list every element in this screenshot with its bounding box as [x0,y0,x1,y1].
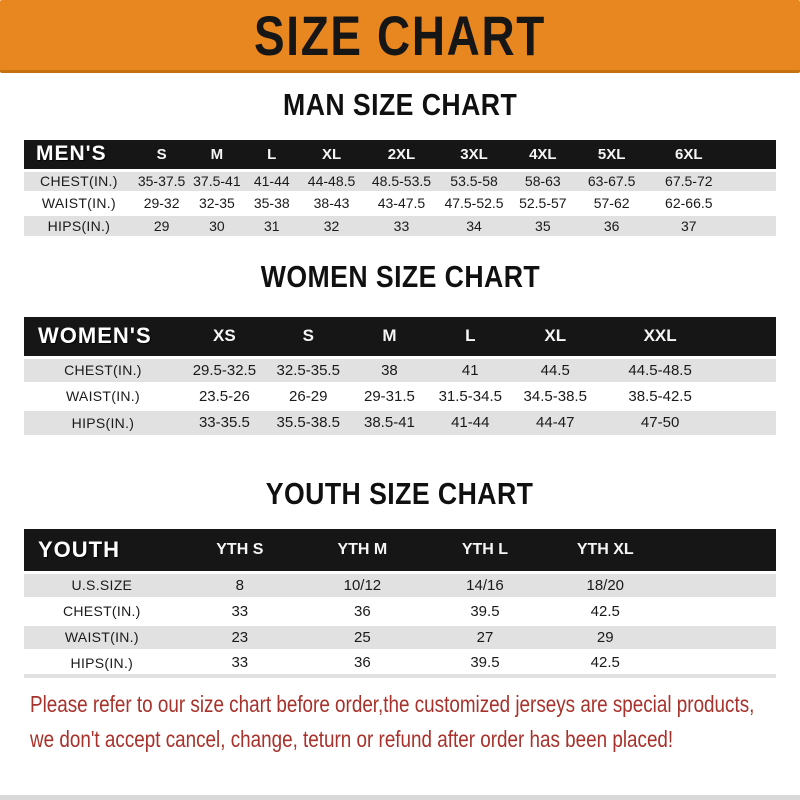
value-cell: 44.5 [511,357,599,383]
table-header-row [24,140,776,170]
women-size-table [24,317,776,435]
banner [0,0,800,73]
value-cell: 30 [189,214,244,236]
size-column-header: 5XL [577,140,647,170]
table-row [24,598,776,624]
row-label-cell: HIPS(IN.) [24,650,180,676]
value-cell: 67.5-72 [647,170,776,192]
value-cell: 29-31.5 [350,383,430,409]
value-cell: 47.5-52.5 [439,192,509,214]
size-column-header: 4XL [509,140,577,170]
value-cell: 33 [180,598,300,624]
size-column-header: YTH L [425,529,545,572]
value-cell: 39.5 [425,650,545,676]
section-women [0,260,800,435]
value-cell: 36 [577,214,647,236]
value-cell: 31 [244,214,299,236]
value-cell: 63-67.5 [577,170,647,192]
value-cell: 35-38 [244,192,299,214]
youth-heading-text: YOUTH SIZE CHART [266,476,534,511]
notice-line-2 [30,722,800,757]
table-row [24,409,776,435]
row-label-cell: WAIST(IN.) [24,192,134,214]
value-cell: 8 [180,572,300,598]
row-label-cell: U.S.SIZE [24,572,180,598]
spacer-cell [665,598,776,624]
size-column-header: S [134,140,190,170]
size-column-header: XS [182,317,267,357]
value-cell: 52.5-57 [509,192,577,214]
value-cell: 36 [300,650,425,676]
size-column-header: YTH XL [545,529,665,572]
value-cell: 26-29 [267,383,350,409]
size-column-header: L [429,317,511,357]
value-cell: 25 [300,624,425,650]
row-label-cell: CHEST(IN.) [24,598,180,624]
table-row [24,572,776,598]
value-cell: 39.5 [425,598,545,624]
size-column-header: XL [511,317,599,357]
value-cell: 14/16 [425,572,545,598]
size-column-header: YTH M [300,529,425,572]
value-cell: 38 [350,357,430,383]
men-heading-text: MAN SIZE CHART [282,87,518,122]
value-cell: 35-37.5 [134,170,190,192]
value-cell: 23.5-26 [182,383,267,409]
value-cell: 36 [300,598,425,624]
value-cell: 10/12 [300,572,425,598]
table-row [24,357,776,383]
value-cell: 38.5-42.5 [599,383,776,409]
value-cell: 41-44 [244,170,299,192]
value-cell: 37.5-41 [189,170,244,192]
value-cell: 32 [299,214,364,236]
table-title-cell: WOMEN'S [24,317,182,357]
table-header-row [24,317,776,357]
value-cell: 41-44 [429,409,511,435]
women-heading-text: WOMEN SIZE CHART [260,259,540,294]
value-cell: 44-48.5 [299,170,364,192]
value-cell: 38-43 [299,192,364,214]
value-cell: 29 [134,214,190,236]
women-section-heading [0,260,800,294]
value-cell: 37 [647,214,776,236]
section-youth [0,477,800,678]
banner-title: SIZE CHART [254,3,546,67]
size-column-header: 6XL [647,140,776,170]
spacer-cell [665,650,776,676]
table-title-cell: MEN'S [24,140,134,170]
men-size-table [24,140,776,236]
table-row [24,170,776,192]
table-row [24,650,776,676]
size-column-header: M [350,317,430,357]
section-men [0,88,800,236]
value-cell: 41 [429,357,511,383]
size-column-header: 2XL [364,140,439,170]
value-cell: 58-63 [509,170,577,192]
size-column-header: S [267,317,350,357]
youth-size-table [24,529,776,678]
value-cell: 47-50 [599,409,776,435]
row-label-cell: WAIST(IN.) [24,624,180,650]
size-column-header: XL [299,140,364,170]
footer-notice [0,687,800,757]
spacer-cell [665,624,776,650]
row-label-cell: HIPS(IN.) [24,214,134,236]
bottom-strip [0,795,800,800]
row-label-cell: WAIST(IN.) [24,383,182,409]
value-cell: 62-66.5 [647,192,776,214]
table-header-row [24,529,776,572]
table-row [24,624,776,650]
value-cell: 23 [180,624,300,650]
table-row [24,383,776,409]
spacer-cell [665,529,776,572]
value-cell: 33-35.5 [182,409,267,435]
value-cell: 44.5-48.5 [599,357,776,383]
notice-line-1 [30,687,800,722]
value-cell: 38.5-41 [350,409,430,435]
table-row [24,214,776,236]
youth-section-heading [0,477,800,511]
size-column-header: YTH S [180,529,300,572]
value-cell: 42.5 [545,650,665,676]
value-cell: 43-47.5 [364,192,439,214]
spacer-cell [665,572,776,598]
value-cell: 34.5-38.5 [511,383,599,409]
value-cell: 35 [509,214,577,236]
value-cell: 29.5-32.5 [182,357,267,383]
men-section-heading [0,88,800,122]
value-cell: 29-32 [134,192,190,214]
value-cell: 57-62 [577,192,647,214]
value-cell: 33 [180,650,300,676]
value-cell: 18/20 [545,572,665,598]
notice-line-1-text: Please refer to our size chart before order,the customized jerseys are special products, [30,691,755,717]
value-cell: 33 [364,214,439,236]
row-label-cell: HIPS(IN.) [24,409,182,435]
notice-line-2-text: we don't accept cancel, change, teturn or refund after order has been placed! [30,726,674,752]
value-cell: 29 [545,624,665,650]
value-cell: 32.5-35.5 [267,357,350,383]
row-label-cell: CHEST(IN.) [24,170,134,192]
row-label-cell: CHEST(IN.) [24,357,182,383]
value-cell: 34 [439,214,509,236]
value-cell: 27 [425,624,545,650]
value-cell: 53.5-58 [439,170,509,192]
value-cell: 48.5-53.5 [364,170,439,192]
table-title-cell: YOUTH [24,529,180,572]
value-cell: 31.5-34.5 [429,383,511,409]
size-column-header: 3XL [439,140,509,170]
table-row [24,192,776,214]
value-cell: 32-35 [189,192,244,214]
size-column-header: XXL [599,317,776,357]
size-column-header: M [189,140,244,170]
value-cell: 42.5 [545,598,665,624]
value-cell: 44-47 [511,409,599,435]
value-cell: 35.5-38.5 [267,409,350,435]
size-column-header: L [244,140,299,170]
